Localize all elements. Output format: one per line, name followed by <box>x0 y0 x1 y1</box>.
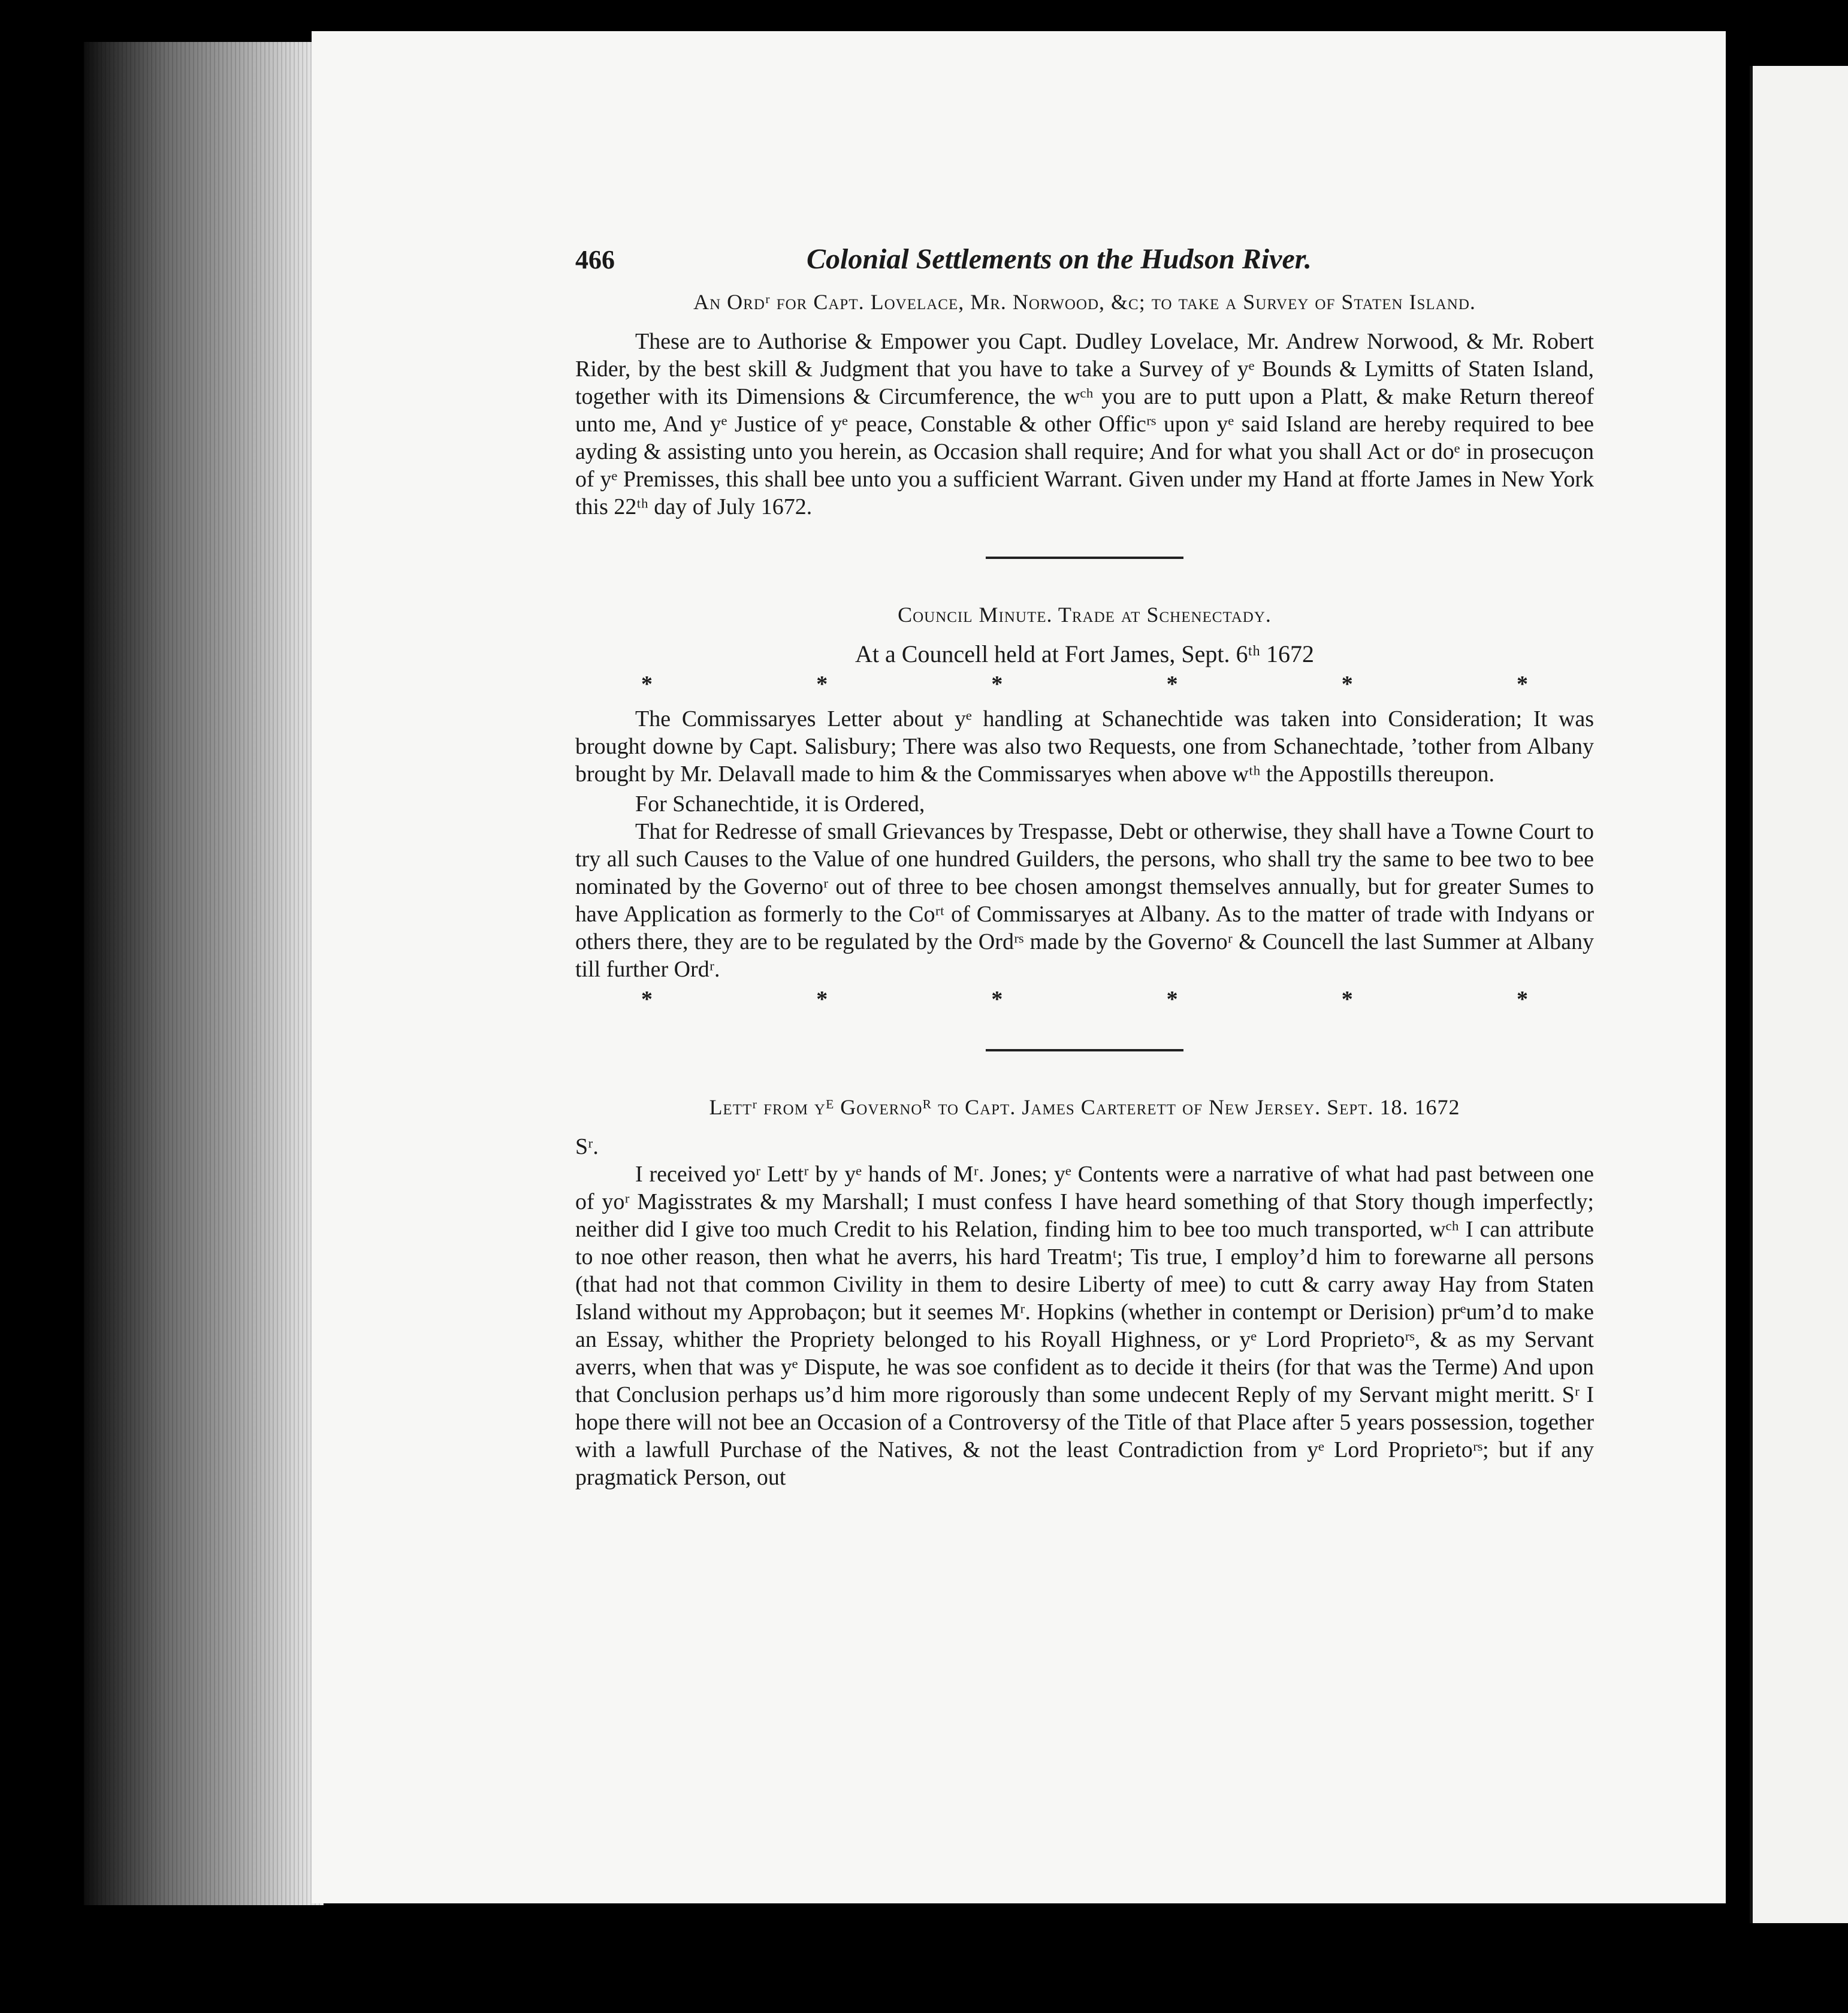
section-heading: Lettʳ from yᴱ Governoᴿ to Capt. James Carterett of New Jersey. Sept. 18. 1672 <box>709 1095 1460 1119</box>
running-title: Colonial Settlements on the Hudson River. <box>807 243 1312 275</box>
page-number: 466 <box>575 245 615 274</box>
section-letter <box>575 1093 1594 1491</box>
asterisk: * <box>1166 672 1178 697</box>
ellipsis-asterisks <box>575 986 1594 1013</box>
body-paragraph: I received yoʳ Lettʳ by yᵉ hands of Mʳ. Jones; yᵉ Contents were a narrative of what had past between one of yoʳ Magisstrates & my Marshall; I must confess I have heard something of that Story though imperfectly; neither did I give too much Credit to his Relation, finding him to bee too much transported, wᶜʰ I can attribute to noe other reason, then what he averrs, his hard Treatmᵗ; Tis true, I employ’d him to forewarne all persons (that had not that common Civility in them to desire Liberty of mee) to cutt & carry away Hay from Staten Island without my Approbaçon; but it seemes Mʳ. Hopkins (whether in contempt or Derision) prᵉum’d to make an Essay, whither the Propriety belonged to his Royall Highness, or yᵉ Lord Proprietoʳˢ, & as my Servant averrs, when that was yᵉ Dispute, he was soe confident as to decide it theirs (for that was the Terme) And upon that Conclusion perhaps us’d him more rigorously than some undecent Reply of my Servant might meritt. Sʳ I hope there will not bee an Occasion of a Controversy of the Title of that Place after 5 years possession, together with a lawfull Purchase of the Natives, & not the least Contradiction from yᵉ Lord Proprietoʳˢ; but if any pragmatick Person, out <box>575 1162 1594 1490</box>
asterisk: * <box>1516 987 1528 1012</box>
running-head <box>575 243 1594 275</box>
body-paragraph: The Commissaryes Letter about yᵉ handling at Schanechtide was taken into Consideration; It was brought downe by Capt. Salisbury; There was also two Requests, one from Schanechtade, ’tother from Albany brought by Mr. Delavall made to him & the Commissaryes when above wᵗʰ the Appostills thereupon. <box>575 706 1594 787</box>
asterisk: * <box>1166 987 1178 1012</box>
section-council-minute <box>575 601 1594 1013</box>
ellipsis-asterisks <box>575 670 1594 698</box>
salutation: Sʳ. <box>575 1134 599 1159</box>
asterisk: * <box>641 987 653 1012</box>
asterisk: * <box>1341 987 1353 1012</box>
book-page-edges <box>84 42 324 1905</box>
asterisk: * <box>641 672 653 697</box>
asterisk: * <box>1341 672 1353 697</box>
order-line: For Schanechtide, it is Ordered, <box>635 791 925 817</box>
section-heading: Council Minute. Trade at Schenectady. <box>898 603 1272 627</box>
asterisk: * <box>991 987 1003 1012</box>
asterisk: * <box>991 672 1003 697</box>
body-paragraph: These are to Authorise & Empower you Capt. Dudley Lovelace, Mr. Andrew Norwood, & Mr. Robert Rider, by the best skill & Judgment that you have to take a Survey of yᵉ Bounds & Lymitts of Staten Island, together with its Dimensions & Circumference, the wᶜʰ you are to putt upon a Platt, & make Return thereof unto me, And yᵉ Justice of yᵉ peace, Constable & other Officʳˢ upon yᵉ said Island are hereby required to bee ayding & assisting unto you herein, as Occasion shall require; And for what you shall Act or doᵉ in prosecuçon of yᵉ Premisses, this shall bee unto you a sufficient Warrant. Given under my Hand at fforte James in New York this 22ᵗʰ day of July 1672. <box>575 329 1594 519</box>
section-heading: An Ordʳ for Capt. Lovelace, Mr. Norwood, &c; to take a Survey of Staten Island. <box>693 290 1476 314</box>
council-date-line: At a Councell held at Fort James, Sept. 6ᵗʰ 1672 <box>855 640 1314 667</box>
asterisk: * <box>1516 672 1528 697</box>
asterisk: * <box>816 987 828 1012</box>
asterisk: * <box>816 672 828 697</box>
page-content <box>575 243 1594 1494</box>
section-divider <box>986 1049 1183 1051</box>
section-survey-order <box>575 288 1594 521</box>
facing-page-edge <box>1750 66 1848 1923</box>
section-divider <box>986 557 1183 559</box>
body-paragraph: That for Redresse of small Grievances by Trespasse, Debt or otherwise, they shall have a Towne Court to try all such Causes to the Value of one hundred Guilders, the persons, who shall try the same to bee two to bee nominated by the Governoʳ out of three to bee chosen amongst themselves annually, but for greater Sumes to have Application as formerly to the Coʳᵗ of Commissaryes at Albany. As to the matter of trade with Indyans or others there, they are to be regulated by the Ordʳˢ made by the Governoʳ & Councell the last Summer at Albany till further Ordʳ. <box>575 819 1594 982</box>
